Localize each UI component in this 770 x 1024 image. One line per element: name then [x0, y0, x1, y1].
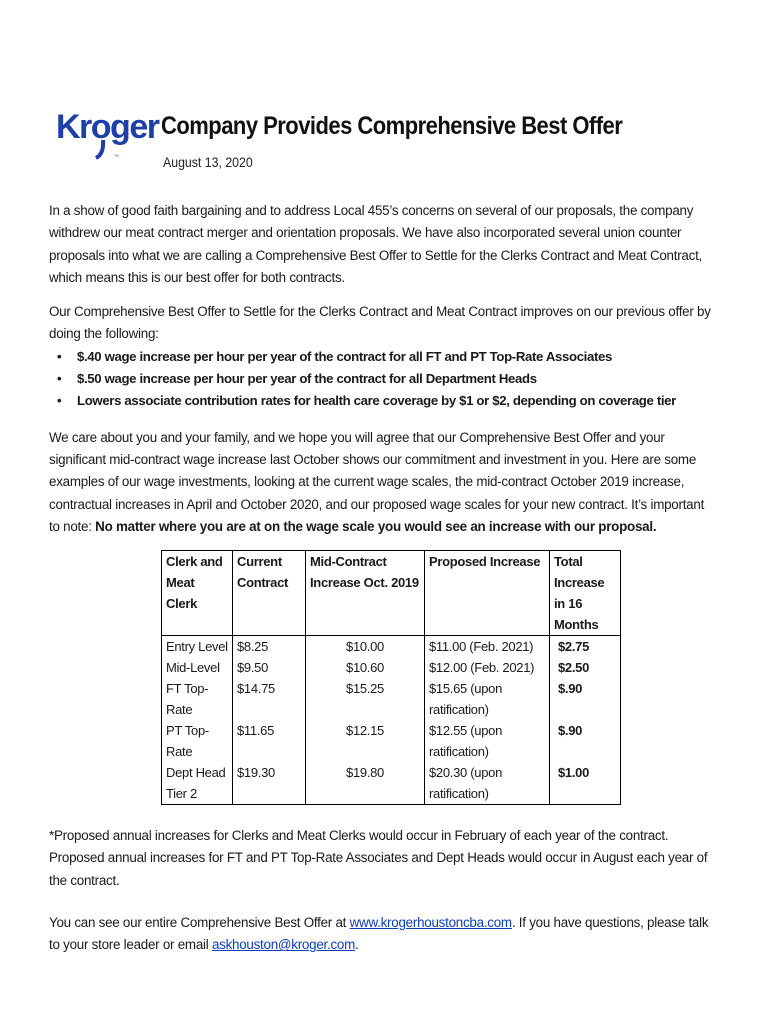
table-cell: $1.00	[550, 762, 621, 805]
table-cell: $20.30 (upon ratification)	[425, 762, 550, 805]
closing-paragraph	[49, 912, 714, 957]
table-cell: $2.75	[550, 636, 621, 658]
offer-list	[49, 346, 714, 413]
table-cell: FT Top-Rate	[162, 678, 233, 720]
closing-text: .	[355, 937, 359, 953]
website-link[interactable]: www.krogerhoustoncba.com	[349, 915, 512, 931]
offer-paragraph: Our Comprehensive Best Offer to Settle for the Clerks Contract and Meat Contract improves on our previous offer by doing the following:	[49, 304, 711, 342]
svg-text:™: ™	[114, 154, 119, 160]
table-cell: $10.60	[306, 657, 425, 678]
table-cell: $19.80	[306, 762, 425, 805]
table-cell: $11.65	[233, 720, 306, 762]
closing-text: You can see our entire Comprehensive Best Offer at	[49, 915, 350, 931]
table-cell: $12.55 (upon ratification)	[425, 720, 550, 762]
closing-text: . If you have questions, please talk to your store leader or email	[49, 915, 709, 953]
table-cell: $19.30	[233, 762, 306, 805]
table-row	[162, 678, 621, 720]
wage-table	[161, 550, 621, 805]
table-cell: $15.25	[306, 678, 425, 720]
table-header: Current Contract	[233, 551, 306, 636]
document-date: August 13, 2020	[163, 154, 253, 170]
list-item: • $.40 wage increase per hour per year of the contract for all FT and PT Top-Rate Associates	[77, 346, 714, 368]
table-header: Clerk and Meat Clerk	[162, 551, 233, 636]
table-cell: $10.00	[306, 636, 425, 658]
table-cell: PT Top-Rate	[162, 720, 233, 762]
page-title: Company Provides Comprehensive Best Offer	[161, 112, 623, 140]
table-cell: $12.00 (Feb. 2021)	[425, 657, 550, 678]
table-cell: $8.25	[233, 636, 306, 658]
table-cell: Entry Level	[162, 636, 233, 658]
table-cell: $12.15	[306, 720, 425, 762]
table-cell: $11.00 (Feb. 2021)	[425, 636, 550, 658]
commitment-paragraph	[49, 427, 714, 538]
commitment-emphasis: No matter where you are at on the wage scale you would see an increase with our proposal.	[95, 518, 657, 534]
table-cell: $2.50	[550, 657, 621, 678]
table-header: Total Increase in 16 Months	[550, 551, 621, 636]
table-cell: $15.65 (upon ratification)	[425, 678, 550, 720]
email-link[interactable]: askhouston@kroger.com	[211, 937, 356, 953]
document-body	[49, 200, 714, 957]
table-cell: $9.50	[233, 657, 306, 678]
commitment-text: We care about you and your family, and we hope you will agree that our Comprehensive Best Offer and your significant mid-contract wage increase last October shows our commitment and investment in you. Here are some examples of our wage investments, looking at the current wage scales, the mid-contract October 2019 increase, contractual increases in April and October 2020, and our proposed wage scales for your new contract. It’s important to note:	[49, 429, 705, 534]
kroger-logo	[56, 92, 159, 164]
table-cell: $.90	[550, 678, 621, 720]
table-cell: Dept Head Tier 2	[162, 762, 233, 805]
table-cell: $.90	[550, 720, 621, 762]
table-cell: Mid-Level	[162, 657, 233, 678]
table-row	[162, 762, 621, 805]
list-item: • Lowers associate contribution rates for health care coverage by $1 or $2, depending on coverage tier	[77, 390, 714, 412]
table-row	[162, 636, 621, 658]
table-header: Proposed Increase	[425, 551, 550, 636]
table-row	[162, 720, 621, 762]
table-row	[162, 657, 621, 678]
list-item: • $.50 wage increase per hour per year of the contract for all Department Heads	[77, 368, 714, 390]
table-cell: $14.75	[233, 678, 306, 720]
intro-paragraph: In a show of good faith bargaining and to address Local 455’s concerns on several of our proposals, the company withdrew our meat contract merger and orientation proposals. We have also incorporated several union counter proposals into what we are calling a Comprehensive Best Offer to Settle for the Clerks Contract and Meat Contract, which means this is our best offer for both contracts.	[49, 203, 703, 285]
table-header: Mid-Contract Increase Oct. 2019	[306, 551, 425, 636]
table-header-row	[162, 551, 621, 636]
footnote: *Proposed annual increases for Clerks and Meat Clerks would occur in February of each year of the contract. Proposed annual increases for FT and PT Top-Rate Associates and Dept Heads would occur in August each year of the contract.	[49, 828, 708, 888]
svg-text:Kroger: Kroger	[56, 108, 159, 146]
